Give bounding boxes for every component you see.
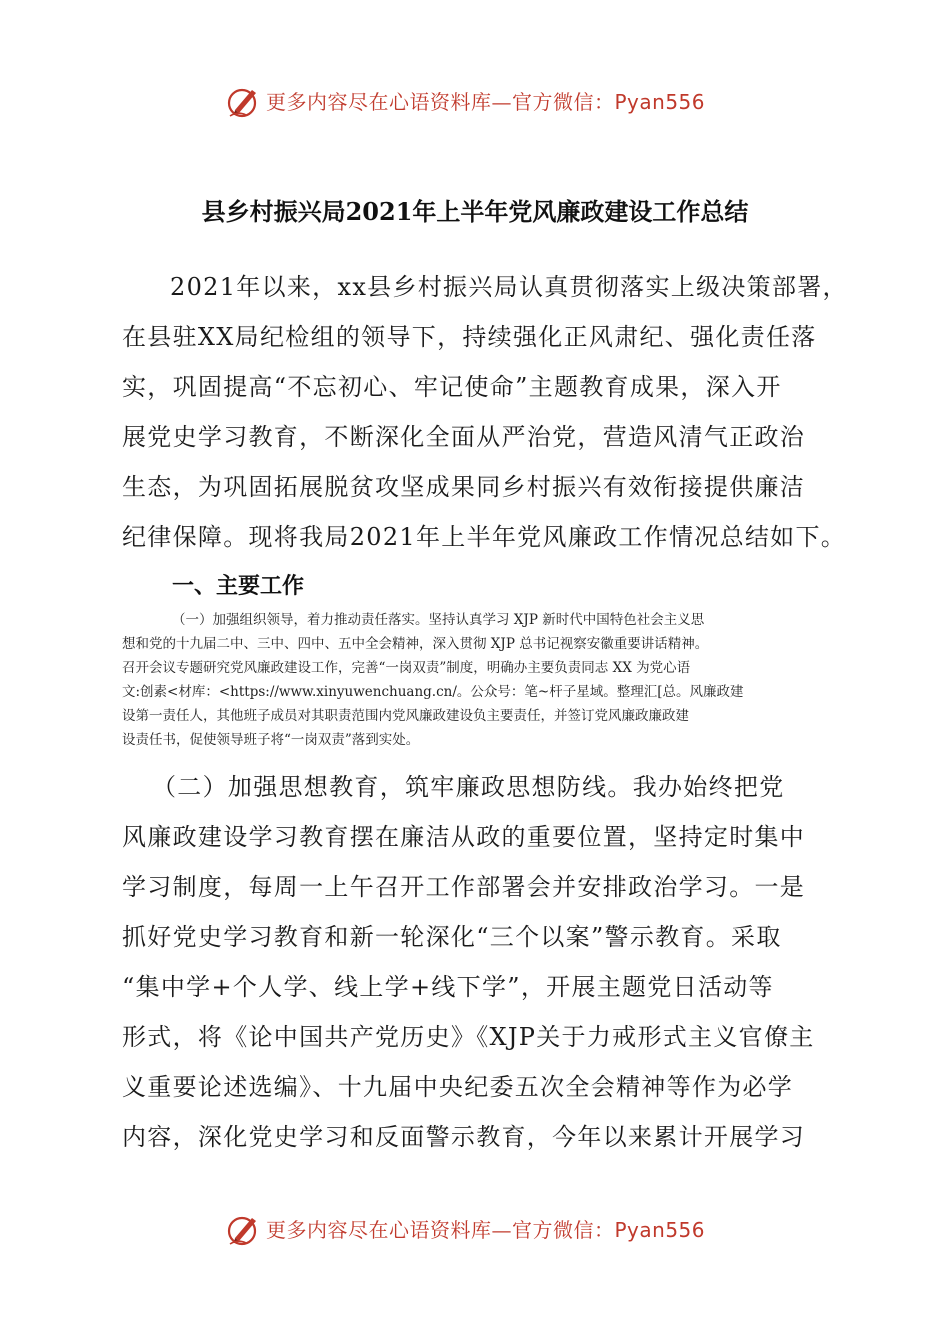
text-line: （一）加强组织领导，着力推动责任落实。坚持认真学习 XJP 新时代中国特色社会主义思 [172, 612, 705, 628]
text-line: 实，巩固提高“不忘初心、牢记使命”主题教育成果，深入开 [122, 373, 782, 401]
item-1-paragraph [122, 608, 842, 752]
text-line: 抓好党史学习教育和新一轮深化“三个以案”警示教育。采取 [122, 923, 782, 951]
section-heading: 一、主要工作 [172, 574, 305, 599]
wechat-id: Pyan556 [614, 1218, 706, 1242]
watermark-label: 更多内容尽在心语资料库—官方微信： [266, 1218, 615, 1242]
document-title: 县乡村振兴局2021年上半年党风廉政建设工作总结 [201, 197, 749, 226]
text-line: 风廉政建设学习教育摆在廉洁从政的重要位置，坚持定时集中 [122, 823, 806, 851]
watermark-text [266, 1218, 705, 1242]
text-line: （二）加强思想教育，筑牢廉政思想防线。我办始终把党 [152, 773, 785, 801]
watermark-banner-top [0, 82, 950, 122]
text-line: 内容，深化党史学习和反面警示教育，今年以来累计开展学习 [122, 1123, 806, 1151]
text-line: “集中学+个人学、线上学+线下学”，开展主题党日活动等 [122, 973, 774, 1001]
text-line: 设责任书，促使领导班子将“一岗双责”落到实处。 [122, 732, 420, 748]
wechat-id: Pyan556 [614, 90, 706, 114]
watermark-label: 更多内容尽在心语资料库—官方微信： [266, 90, 615, 114]
watermark-banner-bottom [0, 1210, 950, 1250]
watermark-text [266, 90, 705, 114]
pen-logo-icon [226, 1212, 262, 1248]
text-line: 纪律保障。现将我局2021年上半年党风廉政工作情况总结如下。 [122, 523, 847, 551]
text-line: 想和党的十九届二中、三中、四中、五中全会精神，深入贯彻 XJP 总书记视察安徽重要讲话精神。 [122, 636, 709, 652]
text-line: 义重要论述选编》、十九届中央纪委五次全会精神等作为必学 [122, 1073, 794, 1101]
item-2-paragraph [122, 762, 834, 1162]
text-line: 文:创素<材库：<https://www.xinyuwenchuang.cn/。公众号：笔~杆子星域。整理汇[总。风廉政建 [122, 684, 744, 700]
text-line: 学习制度，每周一上午召开工作部署会并安排政治学习。一是 [122, 873, 806, 901]
pen-logo-icon [226, 84, 262, 120]
text-line: 形式，将《论中国共产党历史》《XJP关于力戒形式主义官僚主 [122, 1023, 815, 1051]
text-line: 设第一责任人，其他班子成员对其职责范围内党风廉政建设负主要责任，并签订党风廉政廉政建 [122, 708, 689, 724]
text-line: 2021年以来，xx县乡村振兴局认真贯彻落实上级决策部署， [170, 273, 848, 301]
text-line: 生态，为巩固拓展脱贫攻坚成果同乡村振兴有效衔接提供廉洁 [122, 473, 806, 501]
text-line: 召开会议专题研究党风廉政建设工作，完善“一岗双责”制度，明确办主要负责同志 XX 为党心语 [122, 660, 691, 676]
intro-paragraph [122, 262, 848, 562]
text-line: 展党史学习教育，不断深化全面从严治党，营造风清气正政治 [122, 423, 806, 451]
text-line: 在县驻XX局纪检组的领导下，持续强化正风肃纪、强化责任落 [122, 323, 817, 351]
